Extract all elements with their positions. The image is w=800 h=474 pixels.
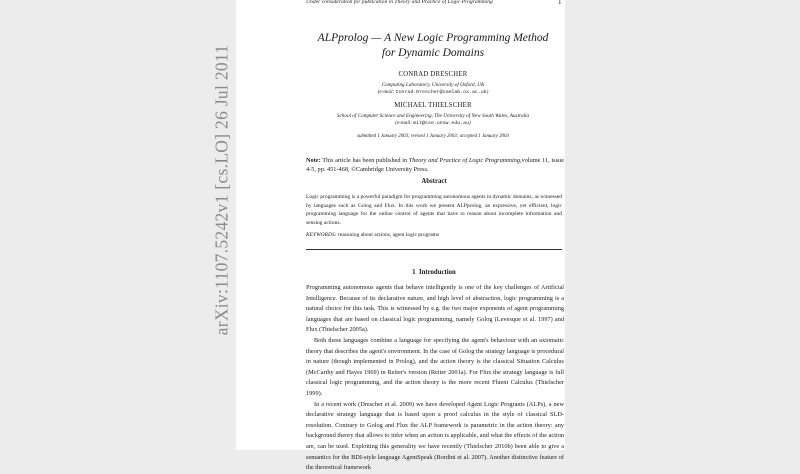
body-paragraph: In a recent work (Drescher et al. 2009) we have developed Agent Logic Programs (ALPs), a new declarative strategy language that is based upon a proof calculus in the style of classical SLD-resolution. Contrary to Golog and Flux the ALP framework is parametric in the action theory: any background theory that allows to infer when an action is applicable, and what the effects of the action are, can be used. Exploiting this generality we have recently (Thielscher 2010b) been able to give a semantics for the BDI-style language AgentSpeak (Bordini et al. 2007). Another distinctive feature of the theoretical framework: [306, 400, 564, 472]
author-name: MICHAEL THIELSCHER: [394, 102, 472, 109]
author-email: Conrad.Drescher@comlab.ox.ac.uk: [395, 90, 487, 95]
affiliation-line: School of Computer Science and Engineering, The University of New South Wales, Australia: [336, 113, 530, 119]
body-paragraph: Programming autonomous agents that behave intelligently is one of the key challenges of Artificial Intelligence. Because of its declarative nature, and high level of abstraction, logic programming is a natural choice for this task. This is witnessed by e.g. the two major exponents of agent programming languages that are based on classical logic programming, namely Golog (Levesque et al. 1997) and Flux (Thielscher 2005a).: [306, 284, 564, 334]
arxiv-identifier-stamp: arXiv:1107.5242v1 [cs.LO] 26 Jul 2011: [211, 44, 232, 336]
keywords-label: KEYWORDS:: [306, 232, 337, 238]
divider-rule: [306, 249, 562, 250]
paper-title: [300, 31, 566, 60]
paper-title-line-1: ALPprolog — A New Logic Programming Method: [317, 32, 549, 44]
email-suffix: ): [486, 89, 489, 95]
author-email: mit@cse.unsw.edu.au: [413, 121, 470, 126]
body-paragraph: Both these languages combine a language for specifying the agent's behaviour with an axiomatic theory that describes the agent's environment. In the case of Golog the strategy language is procedural in nature (though implemented in Prolog), and the action theory is the classical Situation Calculus (McCarthy and Hayes 1969) in Reiter's version (Reiter 2001a). For Flux the strategy language is full classical logic programming, and the action theory is the more recent Fluent Calculus (Thielscher 1999).: [306, 336, 564, 397]
keywords: [306, 232, 562, 238]
paper-title-line-2: for Dynamic Domains: [381, 46, 485, 59]
abstract-text: Logic programming is a powerful paradigm for programming autonomous agents in dynamic domains, as witnessed by languages such as Golog and Flux. In this work we present ALPprolog, an expressive, yet efficient, logic programming language for the online control of agents that have to reason about incomplete information and sensing actions.: [306, 194, 562, 226]
affiliation-line: Computing Laboratory, University of Oxford, UK: [381, 82, 485, 88]
author-affiliation: [300, 82, 566, 96]
email-prefix: (e-mail:: [377, 89, 396, 95]
note-journal: Theory and Practice of Logic Programming: [408, 157, 520, 164]
author-name: CONRAD DRESCHER: [398, 71, 468, 78]
author-email-line: [300, 120, 566, 127]
email-suffix: ): [469, 120, 471, 126]
note-pre: This article has been published in: [320, 157, 409, 164]
keywords-text: reasoning about actions, agent logic programs: [336, 232, 440, 238]
author-affiliation: [300, 113, 566, 127]
author-email-line: [300, 89, 566, 96]
publication-note: [306, 157, 564, 174]
running-head: Under consideration for publication in Theory and Practice of Logic Programming: [306, 0, 493, 5]
email-prefix: (e-mail:: [395, 120, 414, 126]
section-heading: [306, 269, 562, 276]
body-text: [306, 283, 564, 474]
section-title: Introduction: [418, 269, 456, 276]
note-post: ,volume 11, issue 4-5, pp. 451-468, ©Cambridge University Press.: [306, 157, 565, 173]
page-number: 1: [558, 0, 562, 6]
note-label: Note:: [306, 157, 321, 164]
section-number: 1: [412, 269, 416, 276]
submission-dates: submitted 1 January 2003; revised 1 January 2003; accepted 1 January 2003: [357, 134, 509, 139]
abstract-heading: Abstract: [421, 178, 447, 185]
